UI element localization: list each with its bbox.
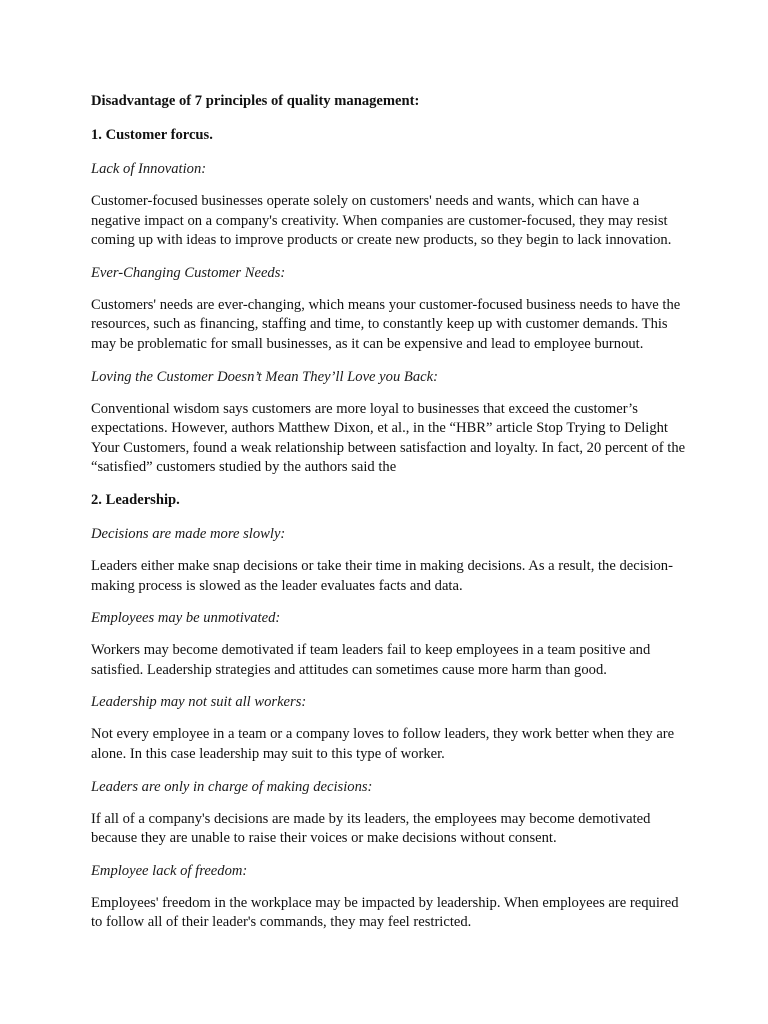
subheading-leaders-making-decisions: Leaders are only in charge of making decisions: [91,778,373,795]
paragraph-ever-changing-needs: Customers' needs are ever-changing, which means your customer-focused business needs to have the resources, such as financing, staffing and time, to constantly keep up with customer demands. This may be problematic for small businesses, as it can be expensive and lead to employee burnout. [91,296,681,352]
subheading-decisions-slowly: Decisions are made more slowly: [91,525,286,542]
subheading-employees-unmotivated: Employees may be unmotivated: [91,610,281,627]
subheading-ever-changing-needs: Ever-Changing Customer Needs: [91,264,286,281]
subheading-loving-the-customer: Loving the Customer Doesn’t Mean They’ll Love you Back: [91,368,438,385]
document-page [91,91,691,945]
paragraph-leaders-making-decisions: If all of a company's decisions are made by its leaders, the employees may become demotivated because they are unable to raise their voices or make decisions without consent. [91,810,651,847]
paragraph-loving-the-customer: Conventional wisdom says customers are more loyal to businesses that exceed the customer’s expectations. However, authors Matthew Dixon, et al., in the “HBR” article Stop Trying to Delight Your Customers, found a weak relationship between satisfaction and loyalty. In fact, 20 percent of the “satisfied” customers studied by the authors said the [91,400,686,476]
subheading-not-suit-all-workers: Leadership may not suit all workers: [91,694,307,711]
subheading-lack-of-innovation: Lack of Innovation: [91,161,207,177]
paragraph-lack-of-innovation: Customer-focused businesses operate solely on customers' needs and wants, which can have a negative impact on a company's creativity. When companies are customer-focused, they may resist coming up with ideas to improve products or create new products, so they begin to lack innovation. [91,193,672,249]
paragraph-decisions-slowly: Leaders either make snap decisions or take their time in making decisions. As a result, the decision-making process is slowed as the leader evaluates facts and data. [91,557,673,594]
section-heading-leadership: 2. Leadership. [91,491,180,508]
subheading-lack-of-freedom: Employee lack of freedom: [91,862,248,879]
document-title: Disadvantage of 7 principles of quality management: [91,93,420,109]
paragraph-employees-unmotivated: Workers may become demotivated if team leaders fail to keep employees in a team positive and satisfied. Leadership strategies and attitudes can sometimes cause more harm than good. [91,642,651,678]
section-heading-customer-focus: 1. Customer forcus. [91,127,213,143]
paragraph-not-suit-all-workers: Not every employee in a team or a company loves to follow leaders, they work better when they are alone. In this case leadership may suit to this type of worker. [91,726,675,762]
paragraph-lack-of-freedom: Employees' freedom in the workplace may be impacted by leadership. When employees are required to follow all of their leader's commands, they may feel restricted. [91,894,679,931]
